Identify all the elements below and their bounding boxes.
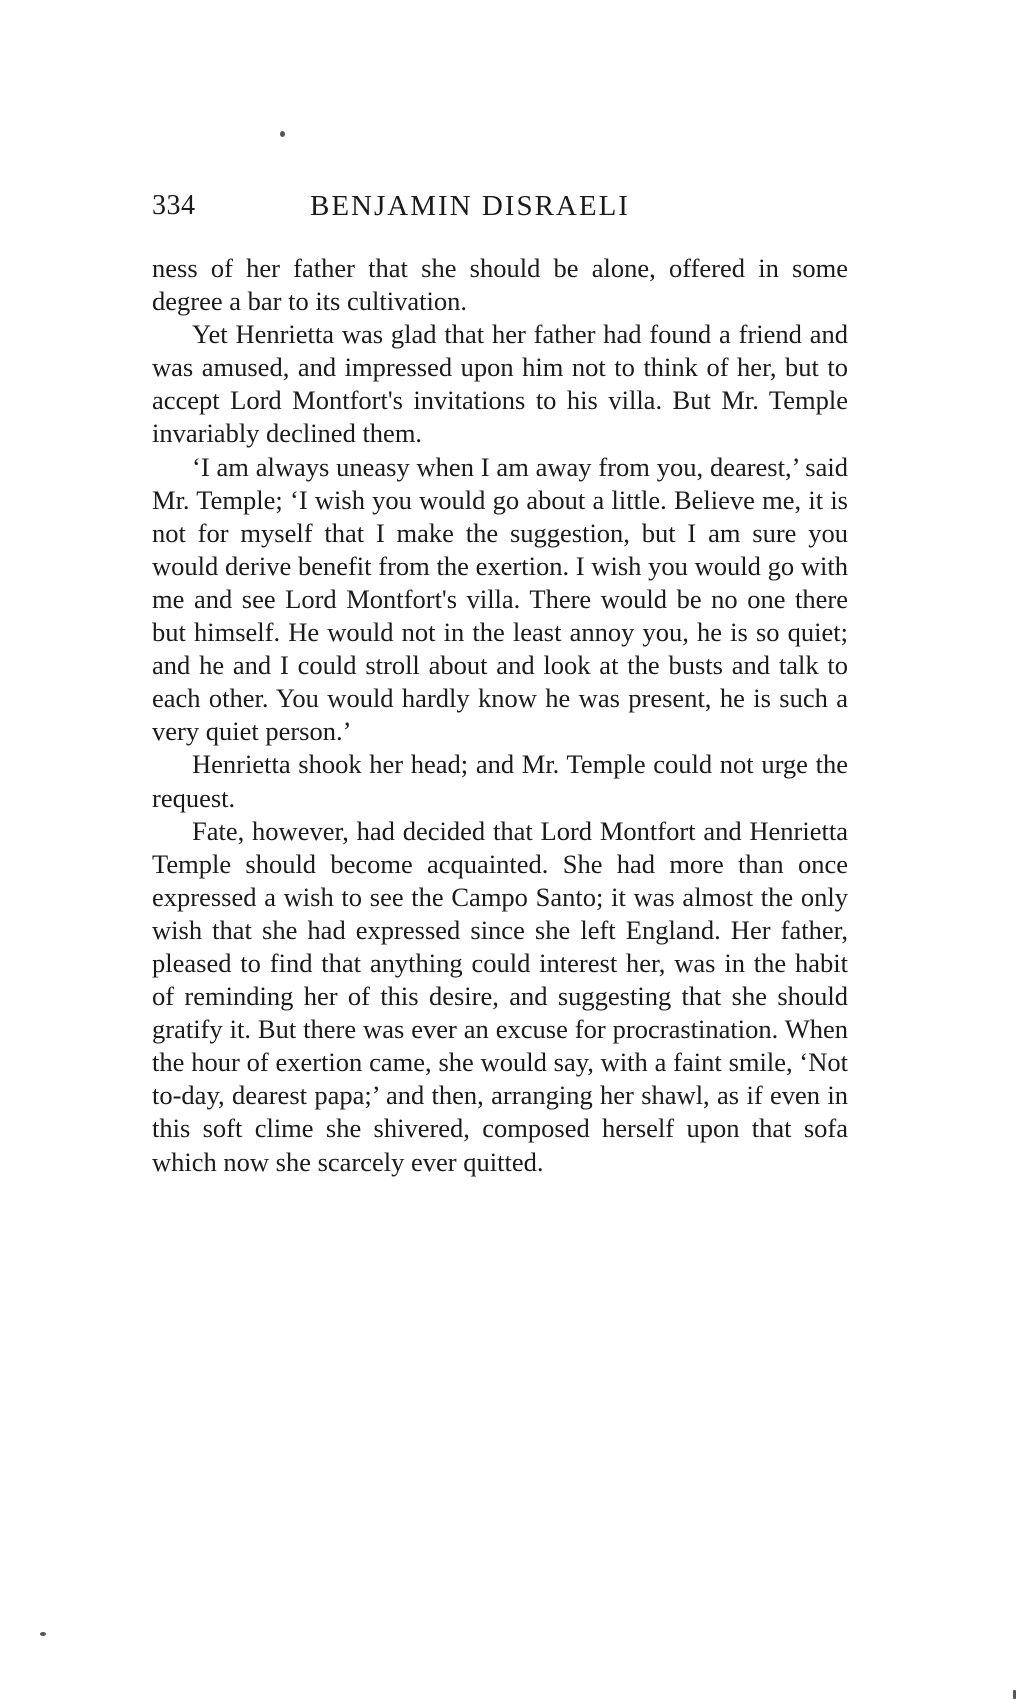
body-text	[152, 252, 848, 1179]
ink-speck	[280, 131, 285, 137]
paragraph: Yet Henrietta was glad that her father had found a friend and was amused, and impressed upon him not to think of her, but to accept Lord Montfort's invitations to his villa. But Mr. Temple invariably declined them.	[152, 319, 848, 449]
running-head: BENJAMIN DISRAELI	[310, 190, 630, 222]
paragraph-continued: ness of her father that she should be alone, offered in some degree a bar to its cultivation.	[152, 253, 848, 317]
page-header	[152, 190, 848, 236]
paragraph: ‘I am always uneasy when I am away from you, dearest,’ said Mr. Temple; ‘I wish you would go about a little. Believe me, it is not for myself that I make the suggestion, but I am sure you would derive benefit from the exertion. I wish you would go with me and see Lord Montfort's villa. There would be no one there but himself. He would not in the least annoy you, he is so quiet; and he and I could stroll about and look at the busts and talk to each other. You would hardly know he was present, he is such a very quiet person.’	[152, 451, 848, 747]
ink-speck	[40, 1632, 46, 1636]
paragraph: Henrietta shook her head; and Mr. Temple could not urge the request.	[152, 749, 848, 813]
page-number: 334	[152, 190, 196, 221]
ink-speck	[1013, 1690, 1016, 1699]
paragraph: Fate, however, had decided that Lord Montfort and Henrietta Temple should become acquainted. She had more than once expressed a wish to see the Campo Santo; it was almost the only wish that she had expressed since she left England. Her father, pleased to find that anything could interest her, was in the habit of reminding her of this desire, and suggesting that she should gratify it. But there was ever an excuse for procrastination. When the hour of exertion came, she would say, with a faint smile, ‘Not to-day, dearest papa;’ and then, arranging her shawl, as if even in this soft clime she shivered, composed herself upon that sofa which now she scarcely ever quitted.	[152, 815, 848, 1177]
